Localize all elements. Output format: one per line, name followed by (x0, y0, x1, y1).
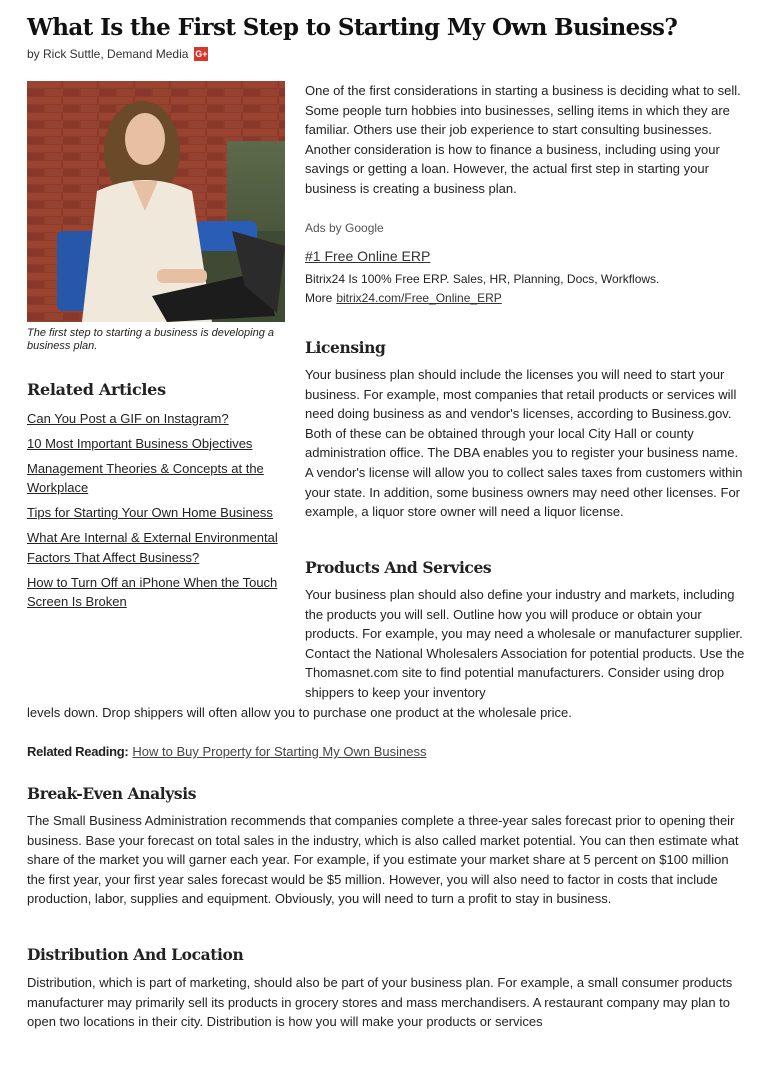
article-photo (27, 81, 285, 322)
list-item (27, 503, 282, 523)
ad-more-link[interactable]: bitrix24.com/Free_Online_ERP (336, 291, 502, 305)
ad-title-link[interactable]: #1 Free Online ERP (305, 248, 431, 264)
products-paragraph-continued: levels down. Drop shippers will often allow you to purchase one product at the wholesale price. (27, 705, 572, 720)
list-item (27, 409, 282, 429)
distribution-paragraph: Distribution, which is part of marketing, should also be part of your business plan. For example, a small consumer products manufacturer may primarily sell its products in grocery stores and mass merchandisers. A restaurant company may plan to open two locations in their city. Distribution is how you will make your products or services (27, 975, 733, 1030)
breakeven-heading: Break-Even Analysis (27, 784, 197, 803)
related-article-link[interactable]: What Are Internal & External Environmental Factors That Affect Business? (27, 529, 278, 565)
related-article-link[interactable]: Management Theories & Concepts at the Workplace (27, 460, 264, 496)
list-item (27, 528, 282, 568)
products-paragraph: Your business plan should also define your industry and markets, including the products you will sell. Outline how you will produce or obtain your products. For example, you may need a wholesale or manufacturer supplier. Contact the National Wholesalers Association for potential products. Use the Thomasnet.com site to find potential manufacturers. Consider using drop shippers to keep your inventory (305, 587, 745, 700)
breakeven-paragraph: The Small Business Administration recommends that companies complete a three-year sales forecast prior to opening their business. Base your forecast on total sales in the industry, which is also called market potential. You can then estimate what share of the market you will garner each year. For example, if you estimate your market share at 5 percent on $100 million the first year, your first year sales forecast would be $5 million. However, you will also need to factor in costs that include production, labor, supplies and equipment. Obviously, you will need to turn a profit to stay in business. (27, 813, 739, 907)
ad-description: Bitrix24 Is 100% Free ERP. Sales, HR, Planning, Docs, Workflows. (305, 272, 660, 286)
related-article-link[interactable]: 10 Most Important Business Objectives (27, 435, 253, 451)
google-plus-icon[interactable]: G+ (195, 49, 208, 59)
related-reading (27, 744, 426, 759)
products-heading: Products And Services (305, 558, 492, 577)
related-reading-label: Related Reading: (27, 744, 129, 759)
list-item (27, 434, 282, 454)
ad-more-label: More (305, 291, 333, 305)
list-item (27, 459, 282, 499)
distribution-heading: Distribution And Location (27, 945, 244, 964)
licensing-heading: Licensing (305, 338, 386, 357)
related-article-link[interactable]: Can You Post a GIF on Instagram? (27, 411, 229, 426)
intro-paragraph: One of the first considerations in starting a business is deciding what to sell. Some people turn hobbies into businesses, selling items in which they are familiar. Others use their job experience to start consulting businesses. Another consideration is how to finance a business, including using your savings or getting a loan. However, the actual first step in starting your business is creating a business plan. (305, 83, 741, 196)
related-article-link[interactable]: How to Turn Off an iPhone When the Touch Screen Is Broken (27, 574, 278, 610)
related-article-link[interactable]: Tips for Starting Your Own Home Business (27, 505, 273, 521)
related-articles-list (27, 409, 282, 617)
related-reading-link[interactable]: How to Buy Property for Starting My Own Business (132, 744, 427, 759)
photo-caption: The first step to starting a business is developing a business plan. (27, 327, 275, 352)
ad-more (305, 291, 502, 305)
article-title: What Is the First Step to Starting My Own Business? (27, 14, 678, 41)
woman-with-laptop-photo (27, 81, 285, 322)
list-item (27, 573, 282, 613)
licensing-paragraph: Your business plan should include the licenses you will need to start your business. For example, most companies that retail products or services will need doing business as and vendor's licenses, according to Business.gov. Both of these can be obtained through your local City Hall or county administration office. The DBA enables you to register your business name. A vendor's license will allow you to collect sales taxes from customers within your state. In addition, some business owners may need other licenses. For example, a liquor store owner will need a liquor license. (305, 367, 743, 520)
ads-by-google-label: Ads by Google (305, 221, 384, 235)
related-articles-heading: Related Articles (27, 380, 166, 399)
byline (27, 47, 208, 61)
byline-text: by Rick Suttle, Demand Media (27, 47, 189, 61)
